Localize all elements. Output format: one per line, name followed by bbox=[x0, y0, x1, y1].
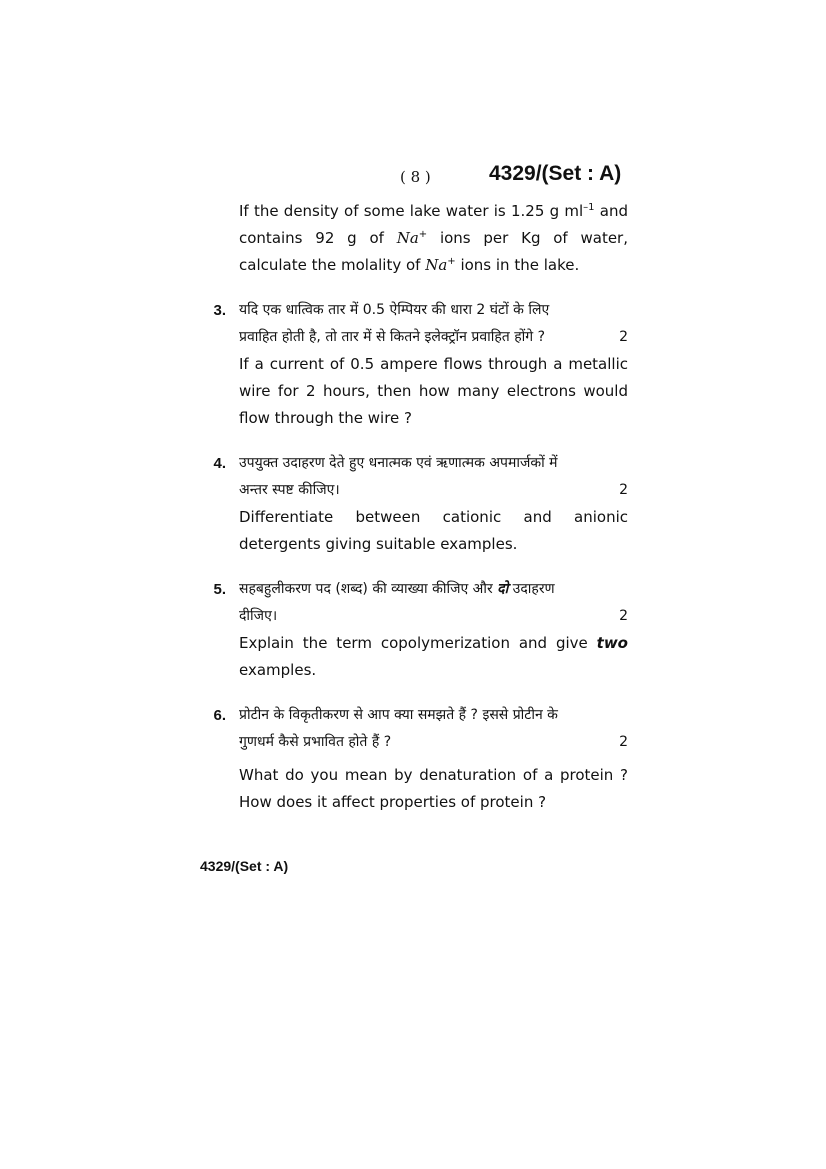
paper-code: 4329/(Set : A) bbox=[489, 162, 622, 185]
hindi-text: अन्तर स्पष्ट कीजिए। bbox=[239, 482, 340, 498]
footer-code: 4329/(Set : A) bbox=[200, 858, 289, 874]
page-number: ( 8 ) bbox=[400, 168, 431, 186]
english-text: What do you mean by denaturation of a protein ? How does it affect properties of protein ? bbox=[239, 766, 628, 811]
question-number: 6. bbox=[213, 707, 226, 724]
question-number: 3. bbox=[213, 302, 226, 319]
page-header bbox=[0, 160, 826, 194]
hindi-text: यदि एक धात्विक तार में 0.5 ऐम्पियर की धारा 2 घंटों के लिए bbox=[239, 302, 550, 318]
hindi-text: प्रोटीन के विकृतीकरण से आप क्या समझते हैं ? इससे प्रोटीन के bbox=[239, 707, 558, 723]
marks: 2 bbox=[619, 329, 628, 345]
question-6 bbox=[200, 702, 630, 816]
english-text: If a current of 0.5 ampere flows through a metallic wire for 2 hours, then how many electrons would flow through the wire ? bbox=[239, 355, 628, 427]
marks: 2 bbox=[619, 608, 628, 624]
english-text: Explain the term copolymerization and give two examples. bbox=[239, 634, 628, 679]
hindi-text: सहबहुलीकरण पद (शब्द) की व्याख्या कीजिए और दो उदाहरण bbox=[239, 581, 555, 597]
question-number: 5. bbox=[213, 581, 226, 598]
english-text: Differentiate between cationic and anionic detergents giving suitable examples. bbox=[239, 508, 628, 553]
question-3 bbox=[200, 297, 630, 432]
hindi-text: प्रवाहित होती है, तो तार में से कितने इलेक्ट्रॉन प्रवाहित होंगे ? bbox=[239, 329, 546, 345]
question-number: 4. bbox=[213, 455, 226, 472]
intro-text: If the density of some lake water is 1.25 g $ml^{-1}$ and contains 92 g of Na+ ions per Kg of water, calculate the molality of Na+ ions in the lake. bbox=[239, 202, 628, 274]
question-5 bbox=[200, 576, 630, 684]
question-4 bbox=[200, 450, 630, 558]
marks: 2 bbox=[619, 734, 628, 750]
hindi-text: गुणधर्म कैसे प्रभावित होते हैं ? bbox=[239, 734, 392, 750]
intro-continuation bbox=[200, 198, 630, 279]
hindi-text: दीजिए। bbox=[239, 608, 278, 624]
hindi-text: उपयुक्त उदाहरण देते हुए धनात्मक एवं ऋणात्मक अपमार्जकों में bbox=[239, 455, 558, 471]
marks: 2 bbox=[619, 482, 628, 498]
questions-content bbox=[200, 198, 630, 816]
